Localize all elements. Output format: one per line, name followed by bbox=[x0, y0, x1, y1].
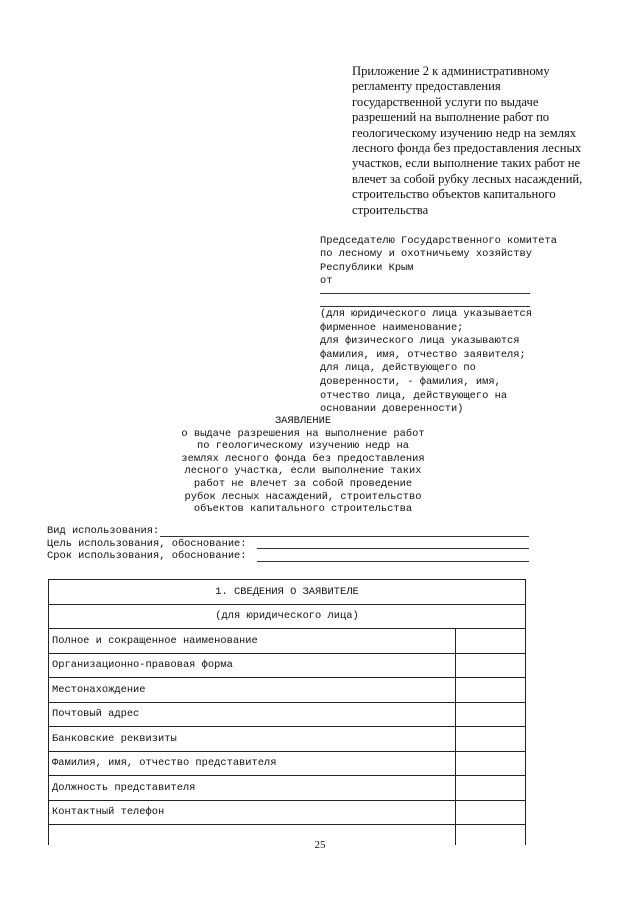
table-row bbox=[49, 678, 526, 703]
row-label: Полное и сокращенное наименование bbox=[49, 629, 456, 654]
usage-fields bbox=[47, 525, 537, 563]
table-title: 1. СВЕДЕНИЯ О ЗАЯВИТЕЛЕ bbox=[49, 580, 526, 605]
usage-purpose-label: Цель использования, обоснование: bbox=[47, 537, 247, 550]
applicant-info-table bbox=[48, 579, 526, 845]
row-value-cell[interactable] bbox=[456, 702, 526, 727]
addressee-block bbox=[320, 235, 605, 289]
statement-heading: ЗАЯВЛЕНИЕ bbox=[274, 415, 332, 427]
note-line: для лица, действующего по bbox=[320, 362, 476, 375]
row-label: Контактный телефон bbox=[49, 800, 456, 825]
appendix-line: Приложение 2 к административному bbox=[352, 64, 550, 78]
row-value-cell[interactable] bbox=[456, 776, 526, 801]
appendix-line: участков, если выполнение таких работ не bbox=[352, 156, 581, 171]
table-row bbox=[49, 776, 526, 801]
table-row bbox=[49, 727, 526, 752]
note-line: доверенности, - фамилия, имя, bbox=[320, 375, 501, 388]
note-line: фирменное наименование; bbox=[320, 321, 464, 334]
page-number: 25 bbox=[314, 839, 326, 851]
appendix-line: геологическому изучению недр на землях bbox=[352, 125, 577, 140]
addressee-line: по лесному и охотничьему хозяйству bbox=[320, 248, 533, 261]
usage-purpose-input-line[interactable] bbox=[257, 548, 529, 549]
table-title-row bbox=[49, 580, 526, 605]
table-row bbox=[49, 800, 526, 825]
applicant-note bbox=[320, 308, 570, 417]
usage-type-label: Вид использования: bbox=[47, 525, 160, 537]
row-label: Фамилия, имя, отчество представителя bbox=[49, 751, 456, 776]
statement-line: работ не влечет за собой проведение bbox=[193, 477, 413, 490]
note-line: отчество лица, действующего на bbox=[320, 389, 508, 402]
row-label: Должность представителя bbox=[49, 776, 456, 801]
row-value-cell[interactable] bbox=[456, 629, 526, 654]
row-label: Почтовый адрес bbox=[49, 702, 456, 727]
statement-line: лесного участка, если выполнение таких bbox=[184, 465, 422, 478]
table-row bbox=[49, 702, 526, 727]
usage-type-field bbox=[47, 525, 537, 538]
statement-title-block bbox=[150, 415, 456, 516]
usage-term-input-line[interactable] bbox=[257, 561, 529, 562]
statement-line: по геологическому изучению недр на bbox=[196, 440, 409, 453]
row-value-cell[interactable] bbox=[456, 751, 526, 776]
statement-line: землях лесного фонда без предоставления bbox=[181, 452, 425, 465]
note-line: для физического лица указываются bbox=[320, 335, 520, 348]
note-line: (для юридического лица указывается bbox=[320, 308, 533, 320]
appendix-line: разрешений на выполнение работ по bbox=[352, 110, 550, 125]
table-subtitle: (для юридического лица) bbox=[49, 604, 526, 629]
table-row bbox=[49, 629, 526, 654]
row-value-cell[interactable] bbox=[456, 800, 526, 825]
usage-type-input-line[interactable] bbox=[160, 536, 529, 537]
applicant-name-blank-line[interactable] bbox=[320, 306, 530, 307]
addressee-line: Республики Крым bbox=[320, 261, 414, 274]
appendix-line: строительство объектов капитального bbox=[352, 187, 556, 202]
usage-term-label: Срок использования, обоснование: bbox=[47, 550, 247, 563]
appendix-line: влечет за собой рубку лесных насаждений, bbox=[352, 171, 583, 186]
row-value-cell[interactable] bbox=[456, 727, 526, 752]
row-value-cell[interactable] bbox=[456, 678, 526, 703]
statement-line: объектов капитального строительства bbox=[193, 503, 413, 516]
note-line: основании доверенности) bbox=[320, 403, 464, 416]
table-row bbox=[49, 751, 526, 776]
table-row bbox=[49, 653, 526, 678]
row-value-cell[interactable] bbox=[456, 653, 526, 678]
applicant-name-blank-line[interactable] bbox=[320, 293, 530, 294]
addressee-line: Председателю Государственного комитета bbox=[320, 235, 557, 247]
statement-line: о выдаче разрешения на выполнение работ bbox=[181, 427, 425, 440]
row-label: Местонахождение bbox=[49, 678, 456, 703]
appendix-line: лесного фонда без предоставления лесных bbox=[352, 141, 582, 156]
usage-purpose-field bbox=[47, 538, 537, 551]
row-label: Банковские реквизиты bbox=[49, 727, 456, 752]
addressee-line: от bbox=[320, 275, 333, 288]
appendix-line: государственной услуги по выдаче bbox=[352, 94, 539, 109]
row-label: Организационно-правовая форма bbox=[49, 653, 456, 678]
statement-line: рубок лесных насаждений, строительство bbox=[184, 490, 422, 503]
appendix-header bbox=[352, 64, 597, 218]
appendix-line: регламенту предоставления bbox=[352, 79, 501, 94]
table-subtitle-row bbox=[49, 604, 526, 629]
appendix-line: строительства bbox=[352, 202, 429, 217]
note-line: фамилия, имя, отчество заявителя; bbox=[320, 348, 526, 361]
usage-term-field bbox=[47, 550, 537, 563]
